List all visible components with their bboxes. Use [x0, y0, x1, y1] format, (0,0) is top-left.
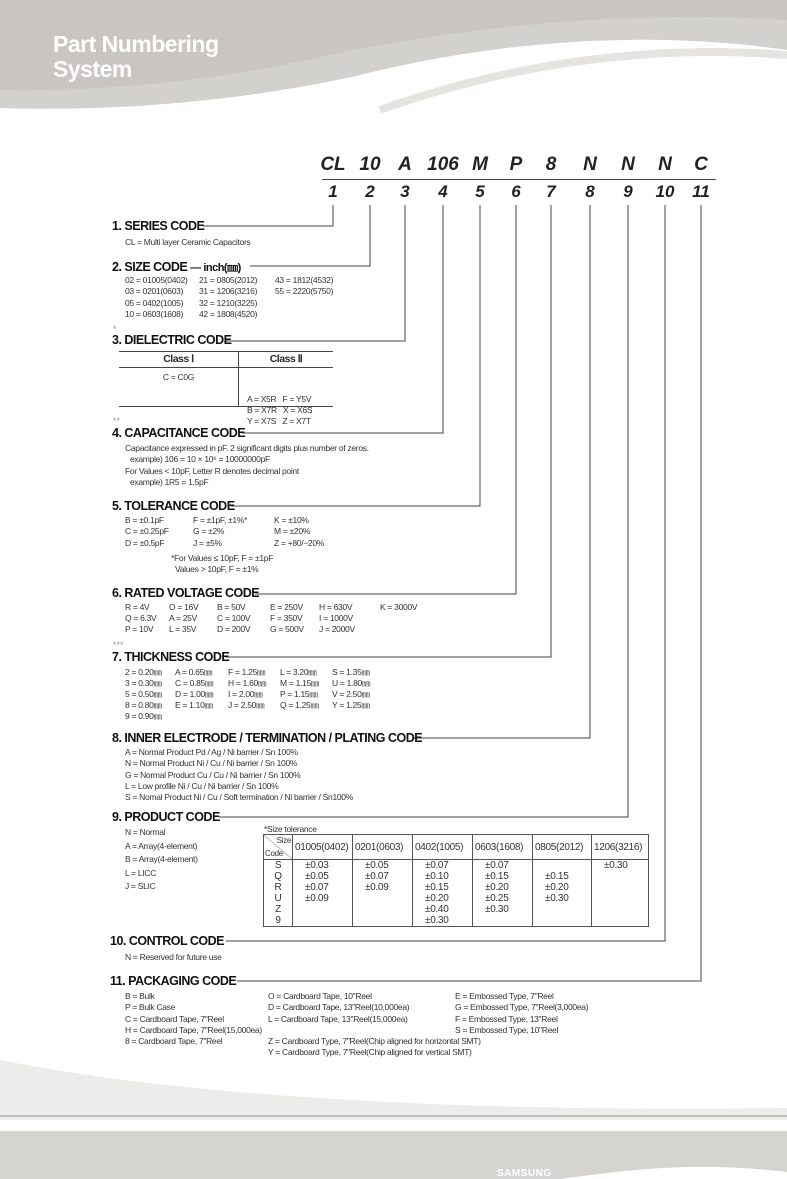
tolerance-cell: ±0.20: [533, 882, 592, 893]
tolerance-cell: ±0.07: [293, 882, 353, 893]
code-cell: Q: [264, 871, 293, 882]
tolerance-cell: ±0.15: [413, 882, 473, 893]
size-code-title: 2. SIZE CODE — inch(㎜): [112, 260, 241, 274]
class2-header: Class Ⅱ: [269, 353, 303, 365]
size-header-cell: 0402(1005): [413, 835, 473, 860]
electrode-code-title: 8. INNER ELECTRODE / TERMINATION / PLATING CODE: [112, 731, 423, 745]
footer-decoration: [0, 1060, 787, 1179]
tolerance-cell: ±0.30: [533, 893, 592, 904]
control-code-title: 10. CONTROL CODE: [110, 934, 225, 948]
class1-header: Class Ⅰ: [163, 353, 194, 365]
size-col-2: 21 = 0805(2012) 31 = 1206(3216) 32 = 1210(3225) 42 = 1808(4520): [199, 275, 258, 319]
voltage-entry: P = 10V: [125, 624, 154, 634]
table-row: [264, 882, 649, 893]
thickness-entry: U = 1.80㎜: [332, 678, 371, 688]
thickness-entry: V = 2.50㎜: [332, 689, 370, 699]
voltage-entry: Q = 6.3V: [125, 613, 157, 623]
thickness-code-title: 7. THICKNESS CODE: [112, 650, 230, 664]
tolerance-code-title: 5. TOLERANCE CODE: [112, 499, 235, 513]
thickness-entry: C = 0.85㎜: [175, 678, 214, 688]
samsung-logo: SAMSUNG: [497, 1168, 552, 1179]
voltage-entry: J = 2000V: [319, 624, 355, 634]
part-code-position: 11: [692, 182, 710, 201]
packaging-col-1: B = Bulk P = Bulk Case C = Cardboard Tape, 7"Reel H = Cardboard Tape, 7"Reel(15,000ea) 8 = Cardboard Tape, 7"Reel: [125, 991, 262, 1047]
part-code-segment: P: [509, 154, 523, 175]
tolerance-col-3: K = ±10% M = ±20% Z = +80/−20%: [274, 515, 325, 548]
tolerance-cell: [533, 860, 592, 872]
tolerance-cell: [592, 893, 649, 904]
tolerance-cell: ±0.03: [293, 860, 353, 872]
voltage-entry: A = 25V: [169, 613, 197, 623]
tolerance-cell: ±0.15: [533, 871, 592, 882]
tolerance-cell: [592, 871, 649, 882]
part-code-position: 9: [623, 182, 633, 201]
thickness-entry: F = 1.25㎜: [228, 667, 266, 677]
table-corner: Size Code: [265, 836, 291, 858]
tolerance-cell: ±0.25: [473, 893, 533, 904]
part-code-segment: M: [472, 154, 488, 175]
code-cell: Z: [264, 904, 293, 915]
thickness-entry: 2 = 0.20㎜: [125, 667, 162, 677]
voltage-entry: B = 50V: [217, 602, 246, 612]
part-code-position: 4: [438, 182, 448, 201]
table-row: [264, 871, 649, 882]
thickness-entry: Y = 1.25㎜: [332, 700, 370, 710]
thickness-entry: I = 2.00㎜: [228, 689, 263, 699]
page-title: Part Numbering System: [53, 31, 219, 82]
part-code-segment: CL: [320, 154, 346, 175]
voltage-entry: C = 100V: [217, 613, 251, 623]
tolerance-cell: ±0.15: [473, 871, 533, 882]
size-header-cell: 0805(2012): [533, 835, 592, 860]
packaging-code-title: 11. PACKAGING CODE: [110, 974, 237, 988]
voltage-entry: O = 16V: [169, 602, 199, 612]
part-number-divider: [322, 179, 716, 180]
thickness-entry: 3 = 0.30㎜: [125, 678, 162, 688]
voltage-code-title: 6. RATED VOLTAGE CODE: [112, 586, 260, 600]
tolerance-cell: ±0.09: [293, 893, 353, 904]
tolerance-cell: [293, 915, 353, 927]
dielectric-mark: *: [113, 324, 117, 334]
table-row: [264, 860, 649, 872]
size-col-1: 02 = 01005(0402) 03 = 0201(0603) 05 = 0402(1005) 10 = 0603(1608): [125, 275, 188, 319]
tolerance-cell: [353, 893, 413, 904]
tolerance-cell: ±0.30: [592, 860, 649, 872]
tolerance-cell: [353, 915, 413, 927]
class2-values: A = X5R F = Y5V B = X7R X = X6S Y = X7S Z = X7T: [247, 393, 313, 427]
thickness-entry: S = 1.35㎜: [332, 667, 370, 677]
code-cell: S: [264, 860, 293, 872]
thickness-entry: L = 3.20㎜: [280, 667, 317, 677]
tolerance-cell: ±0.10: [413, 871, 473, 882]
table-row: [264, 915, 649, 927]
voltage-entry: D = 200V: [217, 624, 251, 634]
electrode-lines: A = Normal Product Pd / Ag / Ni barrier / Sn 100% N = Normal Product Ni / Cu / Ni barrier / Sn 100% G = Normal Product Cu / Cu / Ni barrier / Sn 100% L = Low profile Ni / Cu / Ni barrier / Sn 100% S = Nomal Product Ni / Cu / Soft termination / Ni barrier / Sn100%: [125, 747, 353, 803]
size-header-cell: 0603(1608): [473, 835, 533, 860]
size-tolerance-caption: *Size tolerance: [264, 824, 317, 834]
thickness-entry: A = 0.65㎜: [175, 667, 213, 677]
voltage-entry: I = 1000V: [319, 613, 353, 623]
tolerance-cell: ±0.09: [353, 882, 413, 893]
tolerance-cell: [533, 915, 592, 927]
voltage-entry: G = 500V: [270, 624, 304, 634]
voltage-entry: F = 350V: [270, 613, 303, 623]
tolerance-cell: ±0.20: [413, 893, 473, 904]
voltage-entry: K = 3000V: [380, 602, 418, 612]
capacitance-code-title: 4. CAPACITANCE CODE: [112, 426, 246, 440]
tolerance-notes: *For Values ≤ 10pF, F = ±1pF Values > 10pF, F = ±1%: [171, 553, 274, 575]
control-code-desc: N = Reserved for future use: [125, 952, 222, 962]
tolerance-cell: ±0.20: [473, 882, 533, 893]
thickness-entry: D = 1.00㎜: [175, 689, 214, 699]
tolerance-cell: [592, 904, 649, 915]
thickness-entry: P = 1.15㎜: [280, 689, 318, 699]
part-code-position: 8: [585, 182, 595, 201]
class1-value: C = C0G: [162, 372, 195, 382]
series-code-title: 1. SERIES CODE: [112, 219, 205, 233]
part-code-segment: 8: [545, 154, 557, 175]
size-header-cell: 01005(0402): [293, 835, 353, 860]
tolerance-cell: ±0.07: [353, 871, 413, 882]
part-code-segment: N: [658, 154, 672, 175]
size-header-cell: 1206(3216): [592, 835, 649, 860]
size-col-3: 43 = 1812(4532) 55 = 2220(5750): [275, 275, 334, 297]
table-row: [264, 904, 649, 915]
tolerance-cell: ±0.30: [473, 904, 533, 915]
tolerance-cell: ±0.05: [353, 860, 413, 872]
voltage-entry: H = 630V: [319, 602, 353, 612]
packaging-extra: Z = Cardboard Type, 7"Reel(Chip aligned for horizontal SMT) Y = Cardboard Type, 7"Reel(Chip aligned for vertical SMT): [268, 1036, 481, 1058]
tolerance-cell: [592, 882, 649, 893]
thickness-entry: E = 1.10㎜: [175, 700, 213, 710]
tolerance-cell: ±0.05: [293, 871, 353, 882]
tolerance-cell: ±0.07: [413, 860, 473, 872]
thickness-entry: H = 1.60㎜: [228, 678, 267, 688]
part-code-segment: N: [583, 154, 597, 175]
voltage-entry: L = 35V: [169, 624, 197, 634]
part-code-position: 3: [400, 182, 410, 201]
dielectric-code-title: 3. DIELECTRIC CODE: [112, 333, 232, 347]
code-cell: R: [264, 882, 293, 893]
packaging-col-2: O = Cardboard Tape, 10"Reel D = Cardboard Tape, 13"Reel(10,000ea) L = Cardboard Tape, 13"Reel(15,000ea): [268, 991, 410, 1024]
part-code-position: 6: [511, 182, 521, 201]
thickness-entry: 5 = 0.50㎜: [125, 689, 162, 699]
tolerance-col-2: F = ±1pF, ±1%* G = ±2% J = ±5%: [193, 515, 248, 548]
tolerance-col-1: B = ±0.1pF C = ±0.25pF D = ±0.5pF: [125, 515, 169, 548]
capacitance-desc: Capacitance expressed in pF. 2 significant digits plus number of zeros. example) 106 = 10 × 10⁶ = 10000000pF For Values < 10pF, Letter R denotes decimal point example) 1R5 = 1.5pF: [125, 443, 369, 487]
voltage-entry: R = 4V: [125, 602, 150, 612]
tolerance-cell: ±0.07: [473, 860, 533, 872]
capacitance-mark: **: [113, 416, 121, 426]
tolerance-cell: [293, 904, 353, 915]
size-tolerance-table: [263, 834, 649, 927]
part-code-position: 5: [475, 182, 485, 201]
thickness-mark: ***: [113, 640, 124, 650]
thickness-entry: 8 = 0.80㎜: [125, 700, 162, 710]
part-code-segment: C: [694, 154, 708, 175]
size-header-cell: 0201(0603): [353, 835, 413, 860]
part-code-segment: A: [398, 154, 412, 175]
code-cell: U: [264, 893, 293, 904]
part-code-position: 7: [546, 182, 556, 201]
part-code-segment: N: [621, 154, 635, 175]
code-cell: 9: [264, 915, 293, 927]
tolerance-cell: ±0.30: [413, 915, 473, 927]
series-code-desc: CL = Multi layer Ceramic Capacitors: [125, 237, 251, 247]
voltage-entry: E = 250V: [270, 602, 303, 612]
product-code-title: 9. PRODUCT CODE: [112, 810, 220, 824]
part-code-position: 10: [655, 182, 675, 201]
tolerance-cell: ±0.40: [413, 904, 473, 915]
tolerance-cell: [473, 915, 533, 927]
thickness-entry: Q = 1.25㎜: [280, 700, 319, 710]
tolerance-cell: [353, 904, 413, 915]
tolerance-cell: [592, 915, 649, 927]
tolerance-cell: [533, 904, 592, 915]
part-code-position: 1: [328, 182, 338, 201]
table-row: [264, 893, 649, 904]
part-code-segment: 10: [359, 154, 381, 175]
dielectric-table: [119, 351, 333, 427]
packaging-col-3: E = Embossed Type, 7"Reel G = Embossed Type, 7"Reel(3,000ea) F = Embossed Type, 13"Reel S = Embossed Type, 10"Reel: [455, 991, 589, 1035]
product-lines: N = Normal A = Array(4-element) B = Array(4-element) L = LICC J = SLIC: [125, 827, 198, 892]
part-code-segment: 106: [427, 154, 459, 175]
part-code-position: 2: [365, 182, 375, 201]
thickness-entry: J = 2.50㎜: [228, 700, 265, 710]
thickness-entry: 9 = 0.90㎜: [125, 711, 162, 721]
thickness-entry: M = 1.15㎜: [280, 678, 320, 688]
